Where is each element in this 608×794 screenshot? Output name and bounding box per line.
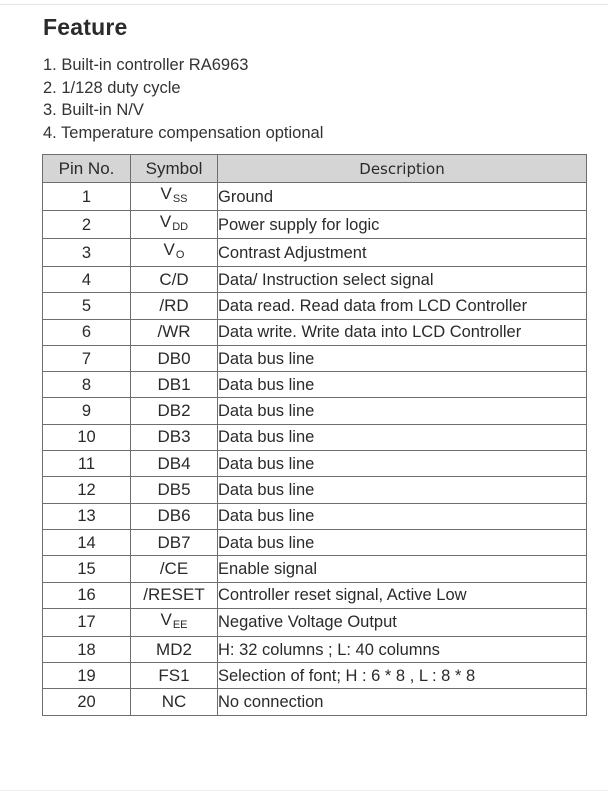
symbol-main: /CE <box>159 558 189 578</box>
symbol-cell <box>131 503 218 529</box>
symbol-main: DB7 <box>157 532 191 552</box>
symbol-main: NC <box>161 692 187 712</box>
feature-item: 4. Temperature compensation optional <box>43 123 324 142</box>
description-cell: Enable signal <box>218 556 587 582</box>
symbol-text <box>157 374 190 396</box>
table-row <box>43 293 587 319</box>
pin-number-cell: 7 <box>43 345 131 371</box>
table-header-row <box>43 155 587 183</box>
table-row <box>43 689 587 715</box>
symbol-cell <box>131 211 218 239</box>
symbol-cell <box>131 529 218 555</box>
symbol-cell <box>131 293 218 319</box>
symbol-cell <box>131 689 218 715</box>
symbol-main: DB4 <box>157 453 191 473</box>
symbol-text <box>159 269 188 291</box>
table-row <box>43 211 587 239</box>
pin-number-cell: 6 <box>43 319 131 345</box>
symbol-subscript: SS <box>172 193 188 205</box>
pin-number-cell: 1 <box>43 183 131 211</box>
description-cell: Ground <box>218 183 587 211</box>
symbol-text <box>156 639 192 661</box>
description-cell: No connection <box>218 689 587 715</box>
table-row <box>43 503 587 529</box>
pin-number-cell: 8 <box>43 372 131 398</box>
symbol-text <box>157 532 190 554</box>
symbol-text <box>160 609 187 636</box>
table-row <box>43 529 587 555</box>
symbol-main: DB1 <box>157 374 191 394</box>
symbol-main: V <box>160 609 172 629</box>
description-cell: Data read. Read data from LCD Controller <box>218 293 587 319</box>
description-cell: Data bus line <box>218 529 587 555</box>
symbol-subscript: O <box>175 249 185 261</box>
symbol-main: /RESET <box>143 585 205 605</box>
description-cell: Data write. Write data into LCD Controller <box>218 319 587 345</box>
symbol-text <box>157 505 190 527</box>
table-row <box>43 398 587 424</box>
symbol-text <box>159 295 188 317</box>
description-cell: Data bus line <box>218 345 587 371</box>
symbol-cell <box>131 582 218 608</box>
pin-number-cell: 11 <box>43 451 131 477</box>
pin-number-cell: 20 <box>43 689 131 715</box>
table-row <box>43 636 587 662</box>
table-row <box>43 267 587 293</box>
pin-number-cell: 12 <box>43 477 131 503</box>
feature-list <box>43 54 323 144</box>
header-description: Description <box>218 155 587 183</box>
description-cell: Data bus line <box>218 503 587 529</box>
symbol-cell <box>131 319 218 345</box>
description-cell: Negative Voltage Output <box>218 608 587 636</box>
pin-number-cell: 10 <box>43 424 131 450</box>
feature-item: 2. 1/128 duty cycle <box>43 78 181 97</box>
bottom-divider <box>0 790 608 791</box>
symbol-cell <box>131 424 218 450</box>
symbol-main: DB5 <box>157 480 191 500</box>
symbol-cell <box>131 398 218 424</box>
table-row <box>43 183 587 211</box>
table-row <box>43 372 587 398</box>
feature-item: 3. Built-in N/V <box>43 101 144 119</box>
pin-number-cell: 5 <box>43 293 131 319</box>
page-title: Feature <box>43 14 128 40</box>
symbol-text <box>157 348 190 370</box>
table-row <box>43 424 587 450</box>
description-cell: Data bus line <box>218 424 587 450</box>
symbol-cell <box>131 345 218 371</box>
symbol-text <box>157 453 190 475</box>
pin-number-cell: 19 <box>43 663 131 689</box>
symbol-main: DB0 <box>157 348 191 368</box>
pin-number-cell: 17 <box>43 608 131 636</box>
table-row <box>43 451 587 477</box>
symbol-subscript: DD <box>172 221 189 233</box>
table-row <box>43 345 587 371</box>
pin-number-cell: 14 <box>43 529 131 555</box>
table-body <box>43 183 587 716</box>
top-divider <box>0 4 608 5</box>
symbol-cell <box>131 636 218 662</box>
pin-number-cell: 16 <box>43 582 131 608</box>
symbol-main: /WR <box>157 322 191 342</box>
symbol-text <box>157 321 190 343</box>
symbol-main: FS1 <box>158 665 190 685</box>
header-symbol: Symbol <box>131 155 218 183</box>
symbol-text <box>164 239 185 266</box>
table-row <box>43 319 587 345</box>
symbol-subscript: EE <box>172 618 188 631</box>
symbol-main: MD2 <box>156 639 192 659</box>
symbol-text <box>160 558 188 580</box>
pin-number-cell: 18 <box>43 636 131 662</box>
symbol-text <box>158 665 189 687</box>
table-row <box>43 582 587 608</box>
symbol-text <box>162 691 187 713</box>
symbol-text <box>157 479 190 501</box>
feature-item: 1. Built-in controller RA6963 <box>43 56 249 74</box>
description-cell: Selection of font; H : 6 * 8 , L : 8 * 8 <box>218 663 587 689</box>
symbol-main: V <box>160 184 172 203</box>
description-cell: Data bus line <box>218 398 587 424</box>
description-cell: Controller reset signal, Active Low <box>218 582 587 608</box>
symbol-cell <box>131 183 218 211</box>
pin-number-cell: 9 <box>43 398 131 424</box>
symbol-main: V <box>163 240 175 259</box>
symbol-cell <box>131 239 218 267</box>
description-cell: Data bus line <box>218 477 587 503</box>
description-cell: Data bus line <box>218 372 587 398</box>
symbol-cell <box>131 556 218 582</box>
description-cell: Contrast Adjustment <box>218 239 587 267</box>
symbol-main: DB2 <box>157 401 191 421</box>
symbol-main: /RD <box>159 295 189 315</box>
symbol-cell <box>131 267 218 293</box>
symbol-cell <box>131 477 218 503</box>
symbol-text <box>157 400 190 422</box>
description-cell: Power supply for logic <box>218 211 587 239</box>
symbol-main: C/D <box>159 269 189 289</box>
symbol-text <box>160 183 187 210</box>
pin-number-cell: 13 <box>43 503 131 529</box>
pin-number-cell: 4 <box>43 267 131 293</box>
description-cell: H: 32 columns ; L: 40 columns <box>218 636 587 662</box>
pin-table <box>42 154 587 716</box>
table-row <box>43 477 587 503</box>
header-pin-no: Pin No. <box>43 155 131 183</box>
table-row <box>43 556 587 582</box>
symbol-text <box>143 584 204 606</box>
symbol-cell <box>131 663 218 689</box>
symbol-cell <box>131 372 218 398</box>
pin-number-cell: 2 <box>43 211 131 239</box>
description-cell: Data bus line <box>218 451 587 477</box>
symbol-text <box>160 211 188 238</box>
description-cell: Data/ Instruction select signal <box>218 267 587 293</box>
table-row <box>43 608 587 636</box>
pin-number-cell: 15 <box>43 556 131 582</box>
table-row <box>43 239 587 267</box>
symbol-main: DB3 <box>157 427 191 447</box>
symbol-main: V <box>159 212 172 231</box>
symbol-cell <box>131 451 218 477</box>
symbol-main: DB6 <box>157 506 191 526</box>
symbol-text <box>157 426 190 448</box>
symbol-cell <box>131 608 218 636</box>
pin-number-cell: 3 <box>43 239 131 267</box>
table-row <box>43 663 587 689</box>
